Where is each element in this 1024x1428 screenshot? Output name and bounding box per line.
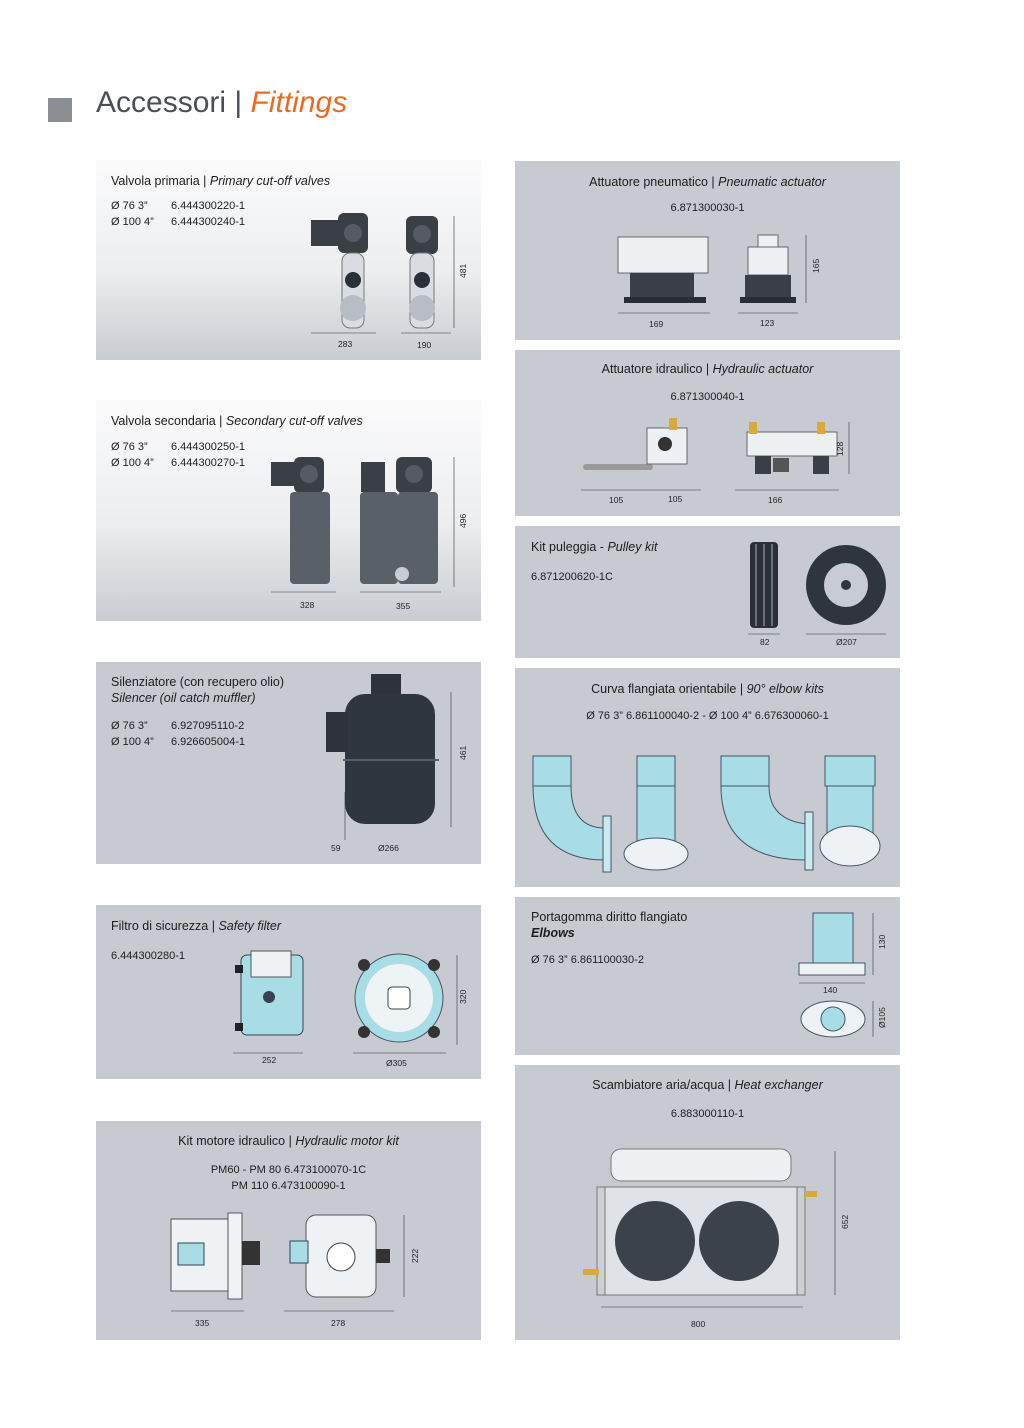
product-title: Valvola secondaria | Secondary cut-off valves [111,414,363,428]
product-codes: 6.883000110-1 [670,1108,745,1120]
dimension-label: 130 [877,934,887,949]
dimension-label: 165 [811,258,821,273]
panel-hydraulic-motor [96,1121,481,1340]
product-codes: 6.871300030-1 [670,202,745,214]
header-square-icon [48,98,72,122]
product-title: Kit puleggia - Pulley kit [531,540,658,554]
panel-secondary-valve [96,400,481,621]
product-title: Attuatore idraulico | Hydraulic actuator [601,362,814,376]
panel-safety-filter [96,905,481,1079]
dimension-label: 82 [760,637,770,647]
product-codes: 6.871200620-1C [531,571,613,583]
dimension-label: Ø305 [386,1058,407,1068]
product-codes: Ø 76 3” 6.861100040-2 - Ø 100 4” 6.676300060-1 [586,710,829,722]
product-title: Filtro di sicurezza | Safety filter [111,919,281,933]
dimension-label: 222 [410,1248,420,1263]
product-title: Attuatore pneumatico | Pneumatic actuator [589,175,826,189]
panel-elbows [515,897,900,1055]
dimension-label: 481 [458,263,468,278]
product-codes: Ø 76 3” 6.927095110-2 Ø 100 4” 6.926605004-1 [111,720,246,748]
dimension-label: 335 [195,1318,210,1328]
hydraulic-motor-illustration [166,1209,436,1319]
dimension-label: 320 [458,989,468,1004]
dimension-label: 105 [609,495,624,505]
dimension-label: Ø105 [877,1007,887,1028]
product-title: Kit motore idraulico | Hydraulic motor kit [178,1134,399,1148]
dimension-label: 190 [417,340,432,350]
pneumatic-actuator-illustration [610,229,830,319]
dimension-label: 496 [458,513,468,528]
product-title: Silenziatore (con recupero olio) Silencer (oil catch muffler) [111,675,285,705]
dimension-label: 128 [835,441,845,456]
product-codes: 6.871300040-1 [670,391,745,403]
product-codes: 6.444300280-1 [111,950,186,962]
product-codes: Ø 76 3” 6.444300220-1 Ø 100 4” 6.444300240-1 [111,200,246,228]
product-title: Curva flangiata orientabile | 90° elbow kits [591,682,824,696]
dimension-label: Ø207 [836,637,857,647]
dimension-label: 355 [396,601,411,611]
dimension-label: 166 [768,495,783,505]
dimension-label: 105 [668,494,683,504]
dimension-label: 252 [262,1055,277,1065]
dimension-label: 169 [649,319,664,329]
heat-exchanger-illustration [577,1145,862,1315]
panel-silencer [96,662,481,864]
dimension-label: 328 [300,600,315,610]
dimension-label: 140 [823,985,838,995]
pulley-kit-illustration [740,538,895,638]
dimension-label: 59 [331,843,341,853]
hydraulic-actuator-illustration [577,414,857,499]
dimension-label: 278 [331,1318,346,1328]
dimension-label: Ø266 [378,843,399,853]
product-codes: PM60 - PM 80 6.473100070-1C PM 110 6.473100090-1 [210,1164,367,1192]
secondary-valve-illustration [266,452,471,597]
dimension-label: 652 [840,1214,850,1229]
product-codes: Ø 76 3” 6.861100030-2 [531,954,644,966]
dimension-label: 283 [338,339,353,349]
panel-pneumatic-actuator [515,161,900,340]
product-title: Scambiatore aria/acqua | Heat exchanger [592,1078,823,1092]
elbow-kits-illustration [525,748,895,873]
dimension-label: 123 [760,318,775,328]
dimension-label: 461 [458,745,468,760]
primary-valve-illustration [306,208,466,338]
panel-heat-exchanger [515,1065,900,1340]
product-title: Valvola primaria | Primary cut-off valves [111,174,331,188]
panel-hydraulic-actuator [515,350,900,516]
product-title: Portagomma diritto flangiato Elbows [531,910,688,940]
safety-filter-illustration [231,945,471,1060]
product-codes: Ø 76 3” 6.444300250-1 Ø 100 4” 6.444300270-1 [111,441,246,469]
panel-primary-valve [96,160,481,360]
dimension-label: 800 [691,1319,706,1329]
page-title: Accessori | Fittings [96,86,348,119]
panel-pulley-kit [515,526,900,658]
panel-elbow-kits [515,668,900,887]
silencer-illustration [321,672,471,842]
